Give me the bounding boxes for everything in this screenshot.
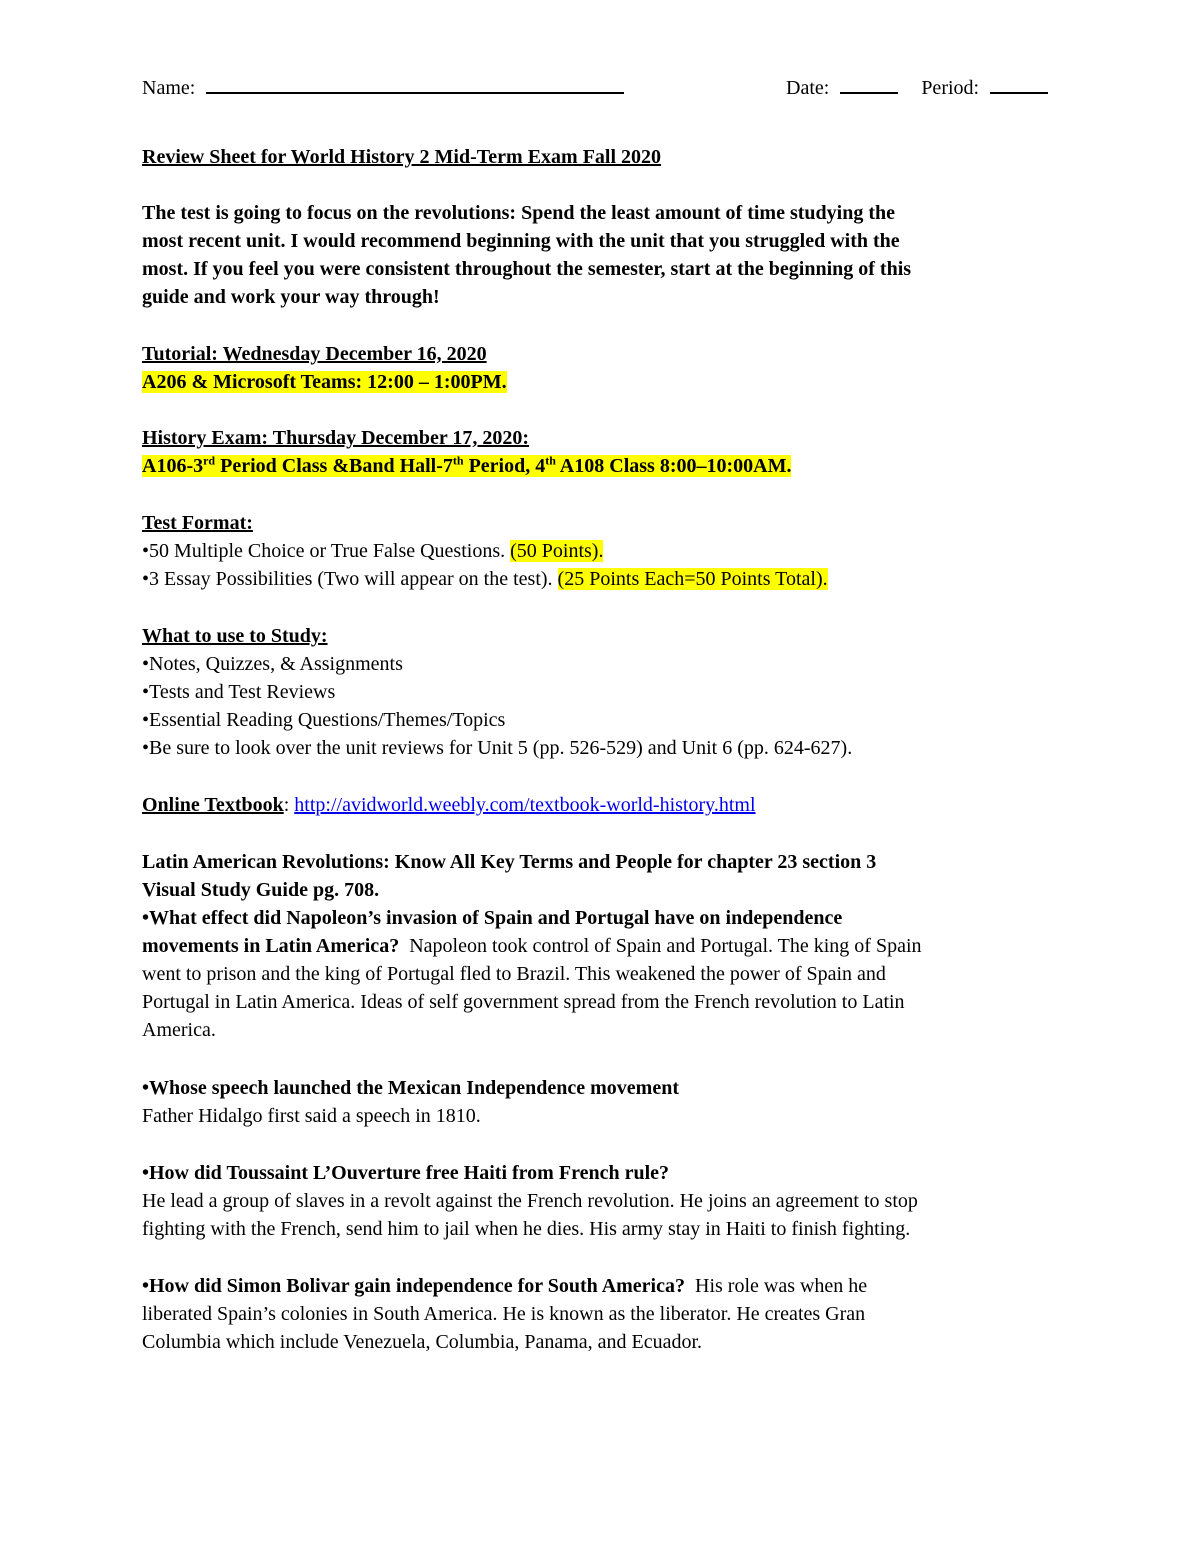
format-item [142,565,828,593]
format-item [142,537,603,565]
question-3: •How did Toussaint L’Ouverture free Haiti from French rule? [142,1162,670,1184]
study-heading: What to use to Study: [142,625,328,647]
study-item: •Be sure to look over the unit reviews for Unit 5 (pp. 526-529) and Unit 6 (pp. 624-627). [142,737,853,759]
exam-details-row [142,452,791,480]
date-blank[interactable] [840,72,898,94]
format-heading: Test Format: [142,512,253,534]
study-item: •Essential Reading Questions/Themes/Topics [142,709,506,731]
period-blank[interactable] [990,72,1048,94]
exam-details [142,455,791,477]
answer-3: He lead a group of slaves in a revolt against the French revolution. He joins an agreement to stop [142,1190,918,1212]
question-1-cont: movements in Latin America? [142,935,400,957]
format-item-points: (25 Points Each=50 Points Total). [557,568,828,590]
question-1: •What effect did Napoleon’s invasion of Spain and Portugal have on independence [142,907,843,929]
answer-3: fighting with the French, send him to jail when he dies. His army stay in Haiti to finish fighting. [142,1218,911,1240]
page-title: Review Sheet for World History 2 Mid-Term Exam Fall 2020 [142,146,662,168]
exam-sup3: th [545,453,556,468]
textbook-row [142,791,756,819]
header-row [142,72,624,102]
exam-part2: Period Class &Band Hall-7 [215,455,453,477]
exam-sup2: th [452,453,464,468]
textbook-link[interactable]: http://avidworld.weebly.com/textbook-world-history.html [294,794,756,816]
answer-4: His role was when he [685,1275,868,1297]
answer-1: Portugal in Latin America. Ideas of self government spread from the French revolution to Latin [142,991,905,1013]
answer-4: Columbia which include Venezuela, Columbia, Panama, and Ecuador. [142,1331,703,1353]
name-blank[interactable] [206,72,624,94]
intro-line: The test is going to focus on the revolutions: Spend the least amount of time studying the [142,202,895,224]
exam-sup1: rd [203,453,216,468]
intro-line: most recent unit. I would recommend beginning with the unit that you struggled with the [142,230,900,252]
format-item-text: •3 Essay Possibilities (Two will appear on the test). [142,568,558,590]
question-4: •How did Simon Bolivar gain independence for South America? [142,1275,685,1297]
exam-room1: A106-3 [142,455,204,477]
latin-heading: Latin American Revolutions: Know All Key Terms and People for chapter 23 section 3 [142,851,877,873]
answer-4: liberated Spain’s colonies in South America. He is known as the liberator. He creates Gran [142,1303,866,1325]
question-2: •Whose speech launched the Mexican Independence movement [142,1077,679,1099]
tutorial-details: A206 & Microsoft Teams: 12:00 – 1:00PM. [142,371,507,393]
study-item: •Tests and Test Reviews [142,681,336,703]
question-1-row [142,932,922,960]
intro-line: guide and work your way through! [142,286,440,308]
study-item: •Notes, Quizzes, & Assignments [142,653,403,675]
answer-1: Napoleon took control of Spain and Portugal. The king of Spain [399,935,922,957]
date-period-row [786,72,1048,102]
name-label: Name: [142,77,196,99]
date-label: Date: [786,77,830,99]
exam-part3: Period, 4 [463,455,546,477]
format-item-text: •50 Multiple Choice or True False Questions. [142,540,511,562]
format-item-points: (50 Points). [510,540,604,562]
answer-2: Father Hidalgo first said a speech in 1810. [142,1105,481,1127]
question-4-row [142,1272,867,1300]
textbook-colon: : [283,794,295,816]
textbook-label: Online Textbook [142,794,284,816]
period-label: Period: [921,77,980,99]
intro-line: most. If you feel you were consistent throughout the semester, start at the beginning of this [142,258,912,280]
latin-heading: Visual Study Guide pg. 708. [142,879,380,901]
tutorial-details-row [142,368,507,396]
exam-heading: History Exam: Thursday December 17, 2020: [142,427,530,449]
answer-1: went to prison and the king of Portugal fled to Brazil. This weakened the power of Spain and [142,963,886,985]
tutorial-heading: Tutorial: Wednesday December 16, 2020 [142,343,487,365]
exam-part4: A108 Class 8:00–10:00AM. [555,455,792,477]
answer-1: America. [142,1019,216,1041]
